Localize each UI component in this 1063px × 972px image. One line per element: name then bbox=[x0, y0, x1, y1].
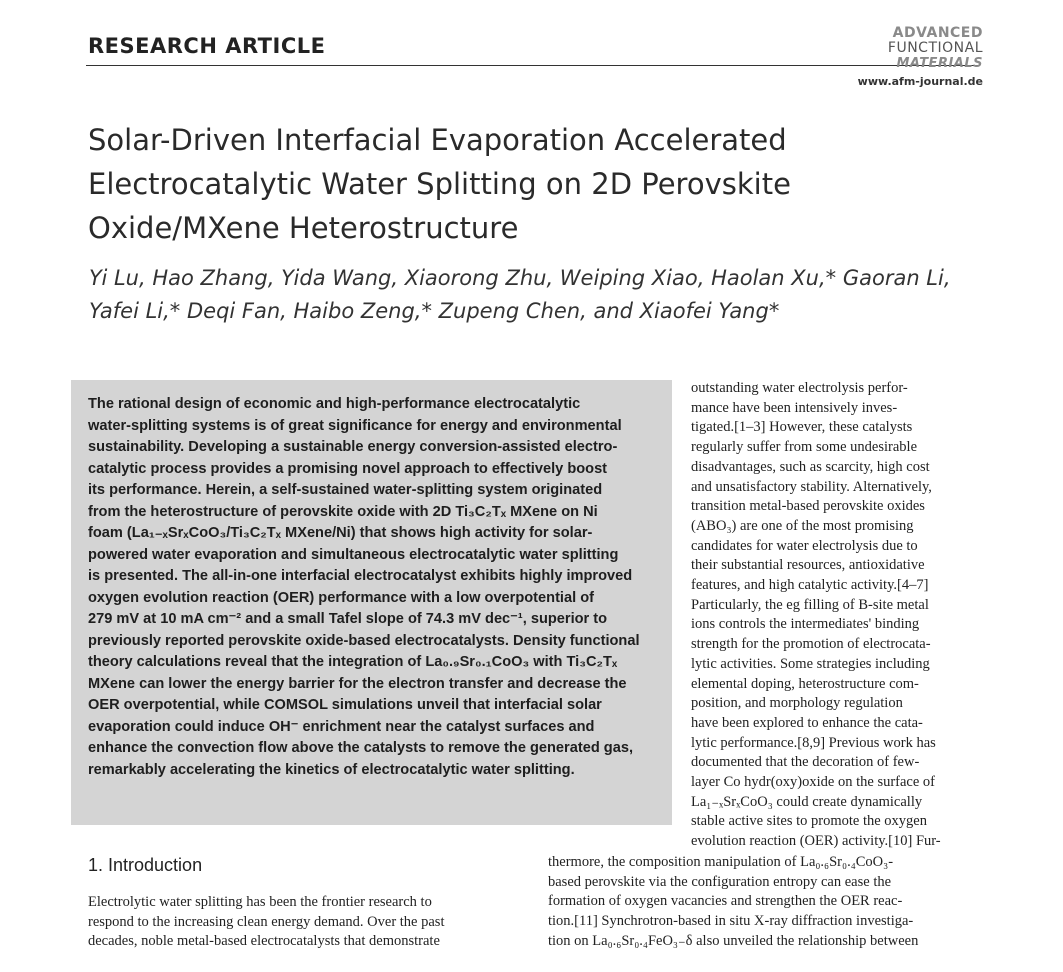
body-line: tion.[11] Synchrotron-based in situ X-ray diffraction investiga- bbox=[548, 913, 914, 930]
body-line: tion on La₀.₆Sr₀.₄FeO₃₋δ also unveiled the relationship between bbox=[548, 932, 919, 949]
abstract-line: MXene can lower the energy barrier for the electron transfer and decrease the bbox=[88, 675, 627, 692]
body-line: mance have been intensively inves- bbox=[691, 399, 898, 416]
abstract-line: powered water evaporation and simultaneous electrocatalytic water splitting bbox=[88, 546, 619, 563]
body-line: and unsatisfactory stability. Alternatively, bbox=[691, 478, 932, 495]
body-line: (ABO₃) are one of the most promising bbox=[691, 517, 914, 534]
body-line: evolution reaction (OER) activity.[10] Fur- bbox=[691, 833, 941, 850]
abstract-line: OER overpotential, while COMSOL simulations unveil that interfacial solar bbox=[88, 697, 602, 713]
body-wide-paragraph bbox=[548, 853, 983, 952]
abstract-line: evaporation could induce OH⁻ enrichment near the catalyst surfaces and bbox=[88, 718, 595, 735]
body-line: ions controls the intermediates' binding bbox=[691, 616, 920, 633]
body-line: formation of oxygen vacancies and strengthen the OER reac- bbox=[548, 893, 903, 910]
abstract-line: sustainability. Developing a sustainable energy conversion-assisted electro- bbox=[88, 439, 618, 455]
abstract-line: foam (La₁₋ₓSrₓCoO₃/Ti₃C₂Tₓ MXene/Ni) that shows high activity for solar- bbox=[88, 525, 593, 541]
abstract-line: catalytic process provides a promising novel approach to effectively boost bbox=[88, 460, 608, 477]
logo-line-materials: MATERIALS bbox=[896, 56, 983, 71]
logo-line-functional: FUNCTIONAL bbox=[887, 40, 983, 56]
body-line: transition metal-based perovskite oxides bbox=[691, 498, 925, 515]
intro-line: Electrolytic water splitting has been the frontier research to bbox=[88, 894, 432, 910]
section-label: RESEARCH ARTICLE bbox=[88, 34, 326, 58]
intro-line: respond to the increasing clean energy demand. Over the past bbox=[88, 913, 445, 930]
abstract-line: remarkably accelerating the kinetics of electrocatalytic water splitting. bbox=[88, 761, 575, 778]
body-line: features, and high catalytic activity.[4–7] bbox=[691, 577, 929, 594]
body-line: tigated.[1–3] However, these catalysts bbox=[691, 419, 913, 436]
body-line: their substantial resources, antioxidative bbox=[691, 557, 925, 574]
body-line: documented that the decoration of few- bbox=[691, 754, 920, 771]
abstract-line: oxygen evolution reaction (OER) performance with a low overpotential of bbox=[88, 589, 594, 606]
title-line: Solar-Driven Interfacial Evaporation Accelerated bbox=[88, 123, 787, 157]
body-right-column bbox=[691, 379, 983, 852]
author-line: Yafei Li,* Deqi Fan, Haibo Zeng,* Zupeng Chen, and Xiaofei Yang* bbox=[89, 299, 780, 323]
journal-logo bbox=[888, 26, 983, 71]
title-line: Oxide/MXene Heterostructure bbox=[88, 211, 519, 245]
body-line: lytic activities. Some strategies including bbox=[691, 655, 930, 672]
abstract-line: is presented. The all-in-one interfacial electrocatalyst exhibits highly improved bbox=[88, 568, 633, 584]
body-line: position, and morphology regulation bbox=[691, 695, 903, 712]
body-line: lytic performance.[8,9] Previous work has bbox=[691, 734, 936, 751]
body-line: regularly suffer from some undesirable bbox=[691, 439, 918, 456]
body-line: have been explored to enhance the cata- bbox=[691, 714, 923, 731]
abstract-line: from the heterostructure of perovskite oxide with 2D Ti₃C₂Tₓ MXene on Ni bbox=[88, 503, 598, 520]
journal-url[interactable]: www.afm-journal.de bbox=[857, 75, 983, 88]
abstract-line: previously reported perovskite oxide-based electrocatalysts. Density functional bbox=[88, 632, 640, 649]
abstract-line: enhance the convection flow above the catalysts to remove the generated gas, bbox=[88, 740, 633, 756]
intro-line: decades, noble metal-based electrocatalysts that demonstrate bbox=[88, 933, 440, 950]
header-divider bbox=[86, 65, 979, 66]
body-line: strength for the promotion of electrocata- bbox=[691, 636, 931, 653]
body-line: elemental doping, heterostructure com- bbox=[691, 675, 919, 692]
body-line: Particularly, the eg filling of B-site metal bbox=[691, 596, 929, 613]
abstract-line: water-splitting systems is of great significance for energy and environmental bbox=[88, 417, 622, 434]
abstract-line: its performance. Herein, a self-sustained water-splitting system originated bbox=[88, 482, 603, 498]
abstract bbox=[88, 394, 660, 781]
body-line: thermore, the composition manipulation of La₀.₆Sr₀.₄CoO₃- bbox=[548, 854, 894, 870]
introduction-heading: 1. Introduction bbox=[88, 855, 203, 875]
body-line: based perovskite via the configuration entropy can ease the bbox=[548, 873, 892, 890]
body-line: layer Co hydr(oxy)oxide on the surface of bbox=[691, 774, 936, 791]
abstract-line: 279 mV at 10 mA cm⁻² and a small Tafel slope of 74.3 mV dec⁻¹, superior to bbox=[88, 611, 608, 627]
body-line: stable active sites to promote the oxygen bbox=[691, 813, 927, 830]
body-line: La₁₋ₓSrₓCoO₃ could create dynamically bbox=[691, 793, 923, 810]
author-line: Yi Lu, Hao Zhang, Yida Wang, Xiaorong Zhu, Weiping Xiao, Haolan Xu,* Gaoran Li, bbox=[89, 266, 951, 290]
introduction-text bbox=[88, 893, 524, 952]
article-title bbox=[88, 118, 928, 250]
abstract-line: The rational design of economic and high-performance electrocatalytic bbox=[88, 396, 581, 412]
body-line: candidates for water electrolysis due to bbox=[691, 537, 918, 554]
body-line: disadvantages, such as scarcity, high cost bbox=[691, 458, 930, 475]
body-line: outstanding water electrolysis perfor- bbox=[691, 380, 908, 396]
logo-line-advanced: ADVANCED bbox=[892, 25, 983, 41]
title-line: Electrocatalytic Water Splitting on 2D Perovskite bbox=[88, 167, 791, 201]
author-list bbox=[89, 262, 969, 328]
abstract-line: theory calculations reveal that the integration of La₀.₉Sr₀.₁CoO₃ with Ti₃C₂Tₓ bbox=[88, 654, 618, 670]
